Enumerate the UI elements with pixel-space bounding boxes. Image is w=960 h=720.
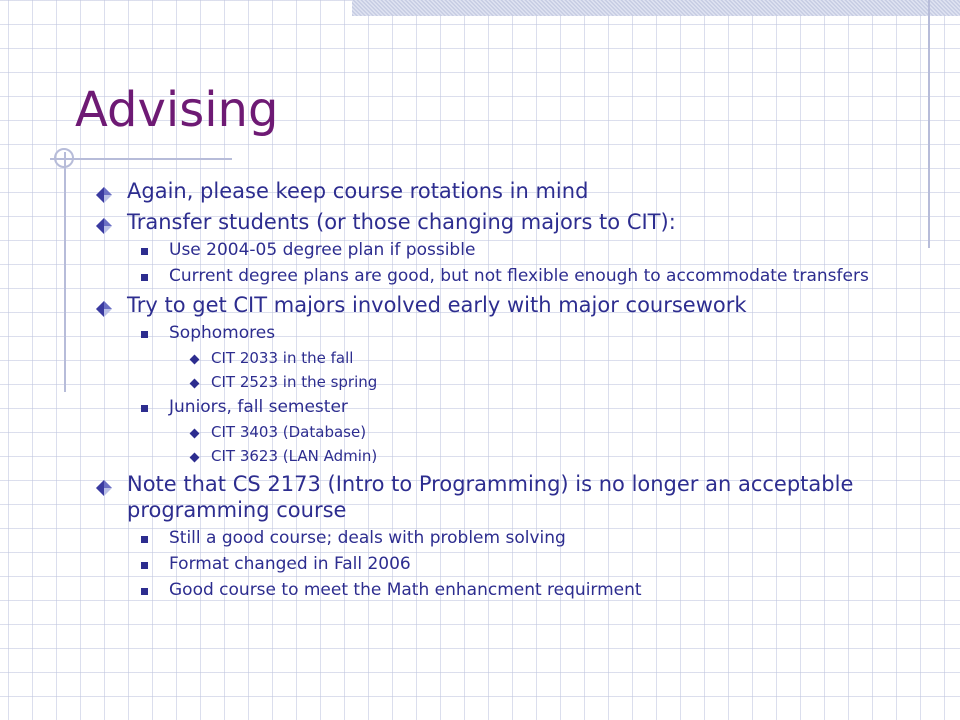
bullet-text: CIT 3623 (LAN Admin)	[211, 447, 378, 465]
bullet-level-2	[0, 554, 960, 575]
diamond-bullet-icon	[96, 214, 112, 230]
bullet-text: Note that CS 2173 (Intro to Programming) is no longer an acceptable programming course	[127, 472, 854, 522]
bullet-text: Juniors, fall semester	[169, 397, 348, 417]
bullet-level-2	[0, 580, 960, 601]
bullet-level-3	[0, 447, 960, 466]
bullet-text: Use 2004-05 degree plan if possible	[169, 240, 476, 260]
bullet-level-2	[0, 528, 960, 549]
small-diamond-bullet-icon	[190, 429, 200, 439]
diamond-bullet-icon	[96, 183, 112, 199]
square-bullet-icon	[141, 405, 148, 412]
small-diamond-bullet-icon	[190, 379, 200, 389]
bullet-level-2	[0, 397, 960, 418]
small-diamond-bullet-icon	[190, 355, 200, 365]
bullet-text: Format changed in Fall 2006	[169, 554, 411, 574]
bullet-text: Transfer students (or those changing majors to CIT):	[127, 210, 676, 234]
bullet-text: Again, please keep course rotations in mind	[127, 179, 589, 203]
bullet-level-1	[0, 292, 960, 318]
square-bullet-icon	[141, 331, 148, 338]
square-bullet-icon	[141, 562, 148, 569]
bullet-text: Current degree plans are good, but not flexible enough to accommodate transfers	[169, 266, 869, 286]
slide-title: Advising	[75, 82, 279, 138]
bullet-text: CIT 2523 in the spring	[211, 373, 378, 391]
square-bullet-icon	[141, 588, 148, 595]
bullet-list	[0, 172, 960, 601]
bullet-text: CIT 2033 in the fall	[211, 349, 354, 367]
bullet-level-2	[0, 266, 960, 287]
bullet-level-3	[0, 423, 960, 442]
square-bullet-icon	[141, 248, 148, 255]
title-underline-rule	[50, 158, 232, 160]
bullet-level-1	[0, 471, 960, 523]
bullet-level-3	[0, 349, 960, 368]
bullet-level-2	[0, 323, 960, 344]
bullet-text: Sophomores	[169, 323, 276, 343]
bullet-level-3	[0, 373, 960, 392]
bullet-text: Try to get CIT majors involved early with major coursework	[127, 293, 747, 317]
bullet-text: Still a good course; deals with problem solving	[169, 528, 566, 548]
title-circle-ornament	[54, 148, 74, 168]
square-bullet-icon	[141, 536, 148, 543]
diamond-bullet-icon	[96, 476, 112, 492]
diamond-bullet-icon	[96, 297, 112, 313]
bullet-level-2	[0, 240, 960, 261]
square-bullet-icon	[141, 274, 148, 281]
small-diamond-bullet-icon	[190, 453, 200, 463]
bullet-level-1	[0, 178, 960, 204]
top-decorative-bar	[352, 0, 960, 16]
bullet-text: CIT 3403 (Database)	[211, 423, 367, 441]
bullet-text: Good course to meet the Math enhancment requirment	[169, 580, 642, 600]
bullet-level-1	[0, 209, 960, 235]
